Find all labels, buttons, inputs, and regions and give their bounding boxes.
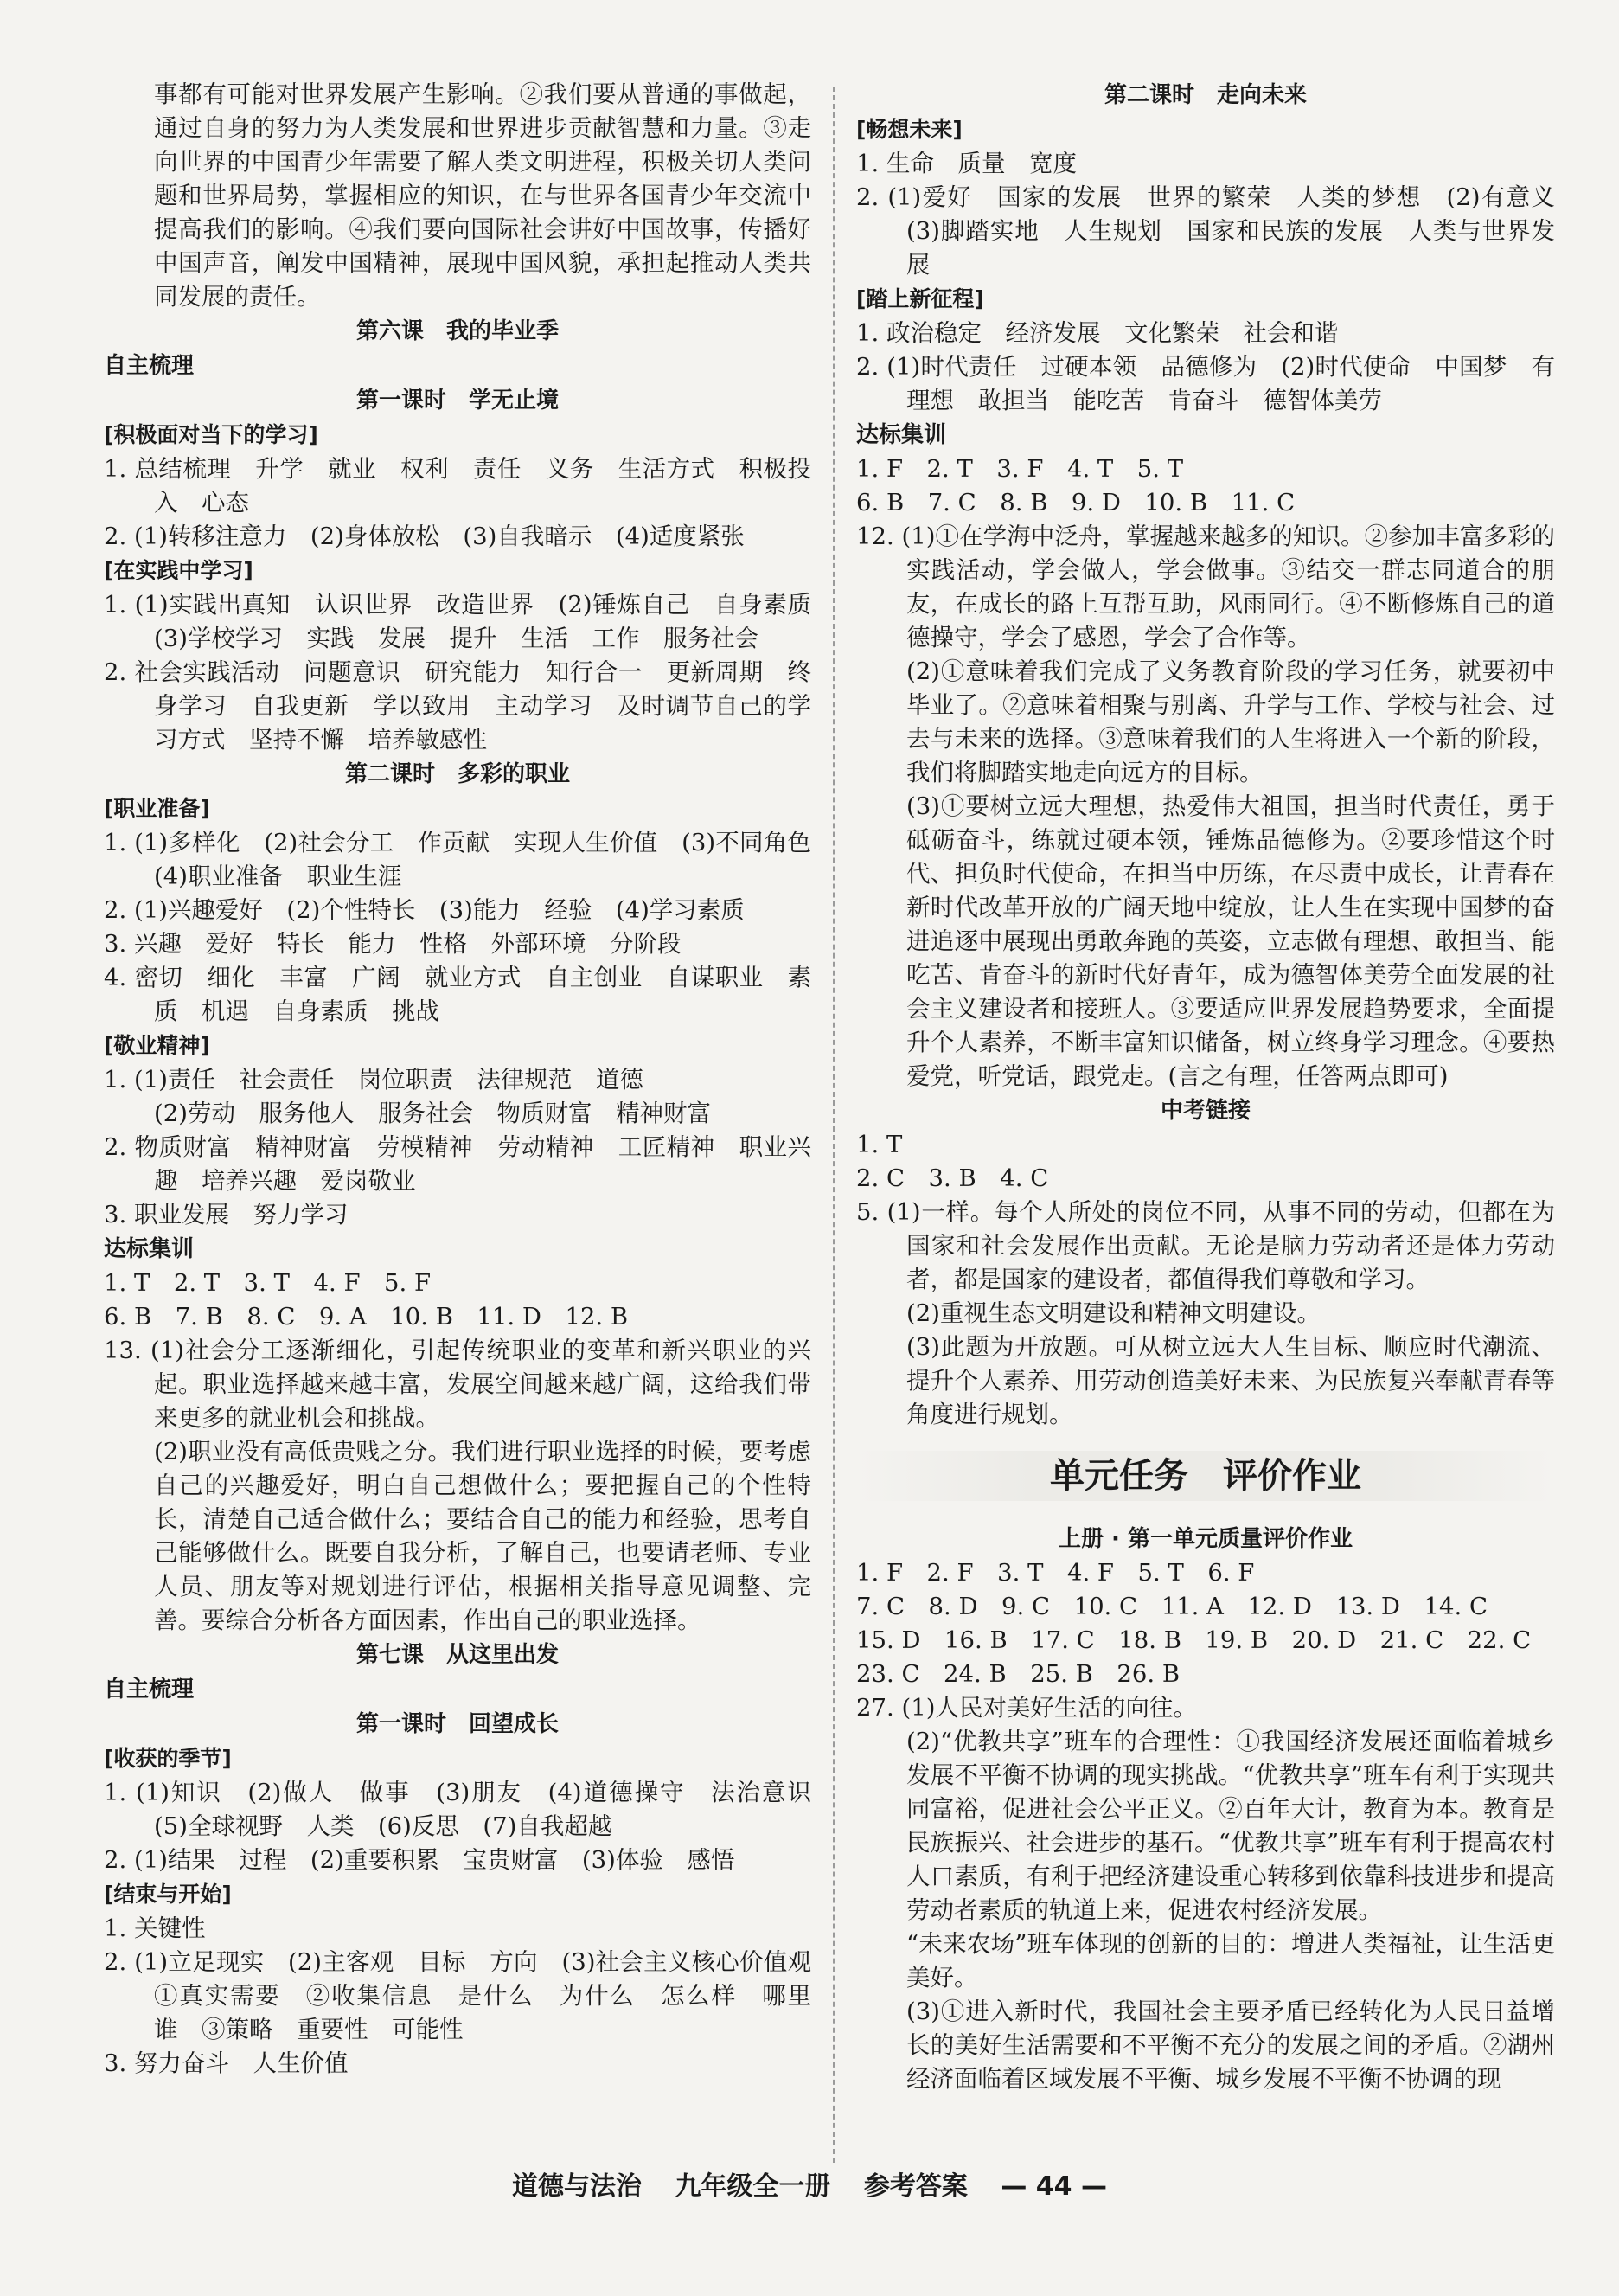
footer-label: 参考答案 xyxy=(863,2171,968,2202)
answer-line: 5. (1)一样。每个人所处的岗位不同，从事不同的劳动，但都在为国家和社会发展作出贡献。无论是脑力劳动者还是体力劳动者，都是国家的建设者，都值得我们尊敬和学习。 xyxy=(856,1198,1555,1293)
answer-line: 15. D 16. B 17. C 18. B 19. B 20. D 21. C 22. C xyxy=(856,1626,1532,1654)
answer-line: 2. 物质财富 精神财富 劳模精神 劳动精神 工匠精神 职业兴趣 培养兴趣 爱岗敬业 xyxy=(104,1133,811,1195)
answer-line: 1. (1)多样化 (2)社会分工 作贡献 实现人生价值 (3)不同角色 (4)职业准备 职业生涯 xyxy=(104,829,835,890)
lesson-heading: 第六课 我的毕业季 xyxy=(355,318,559,344)
lesson-heading: 上册 · 第一单元质量评价作业 xyxy=(1059,1526,1353,1552)
footer-grade: 九年级全一册 xyxy=(675,2171,831,2202)
answer-line: (2)重视生态文明建设和精神文明建设。 xyxy=(906,1299,1321,1327)
lesson-heading: 第二课时 走向未来 xyxy=(1104,82,1307,108)
bracket-heading: [畅想未来] xyxy=(856,117,963,142)
lesson-heading: 第七课 从这里出发 xyxy=(355,1642,559,1668)
footer-subject: 道德与法治 xyxy=(512,2171,642,2202)
answer-line: 1. T xyxy=(856,1131,903,1158)
left-column xyxy=(104,78,835,2081)
answer-line: 3. 努力奋斗 人生价值 xyxy=(104,2049,349,2077)
answer-line: 1. 政治稳定 经济发展 文化繁荣 社会和谐 xyxy=(856,319,1339,347)
answer-line: 13. (1)社会分工逐渐细化，引起传统职业的变革和新兴职业的兴起。职业选择越来越丰富，发展空间越来越广阔，这给我们带来更多的就业机会和挑战。 xyxy=(104,1337,811,1432)
bracket-heading: [踏上新征程] xyxy=(856,286,984,311)
unit-title: 单元任务 评价作业 xyxy=(856,1451,1555,1501)
answer-line: 6. B 7. B 8. C 9. A 10. B 11. D 12. B xyxy=(104,1303,629,1331)
lesson-heading: 第一课时 学无止境 xyxy=(355,388,559,414)
bracket-heading: [职业准备] xyxy=(104,796,210,821)
answer-line: 1. F 2. T 3. F 4. T 5. T xyxy=(856,455,1184,483)
answer-line: 2. (1)兴趣爱好 (2)个性特长 (3)能力 经验 (4)学习素质 xyxy=(104,896,745,924)
answer-line: 4. 密切 细化 丰富 广阔 就业方式 自主创业 自谋职业 素质 机遇 自身素质 挑战 xyxy=(104,964,811,1025)
lesson-heading: 第二课时 多彩的职业 xyxy=(344,761,570,787)
answer-line: 27. (1)人民对美好生活的向往。 xyxy=(856,1694,1197,1722)
section-label: 达标集训 xyxy=(104,1236,195,1262)
answer-line: (2)职业没有高低贵贱之分。我们进行职业选择的时候，要考虑自己的兴趣爱好，明白自己想做什么；要把握自己的个性特长，清楚自己适合做什么；要结合自己的能力和经验，思考自己能够做什么。既要自我分析，了解自己，也要请老师、专业人员、朋友等对规划进行评估，根据相关指导意见调整、完善。要综合分析各方面因素，作出自己的职业选择。 xyxy=(154,1438,811,1634)
answer-line: “未来农场”班车体现的创新的目的：增进人类福祉，让生活更美好。 xyxy=(906,1930,1555,1991)
answer-line: 1. 生命 质量 宽度 xyxy=(856,150,1077,177)
bracket-heading: [收获的季节] xyxy=(104,1746,232,1771)
answer-line: 2. (1)立足现实 (2)主客观 目标 方向 (3)社会主义核心价值观 ①真实需要 ②收集信息 是什么 为什么 怎么样 哪里 谁 ③策略 重要性 可能性 xyxy=(104,1948,835,2043)
page-footer xyxy=(0,2165,1619,2203)
answer-line: 2. (1)时代责任 过硬本领 品德修为 (2)时代使命 中国梦 有理想 敢担当 能吃苦 肯奋斗 德智体美劳 xyxy=(856,353,1555,414)
answer-line: 1. 总结梳理 升学 就业 权利 责任 义务 生活方式 积极投入 心态 xyxy=(104,455,811,516)
answer-line: 1. 关键性 xyxy=(104,1914,206,1942)
answer-line: 6. B 7. C 8. B 9. D 10. B 11. C xyxy=(856,489,1296,516)
section-label: 自主梳理 xyxy=(104,353,195,379)
bracket-heading: [在实践中学习] xyxy=(104,558,253,583)
answer-line: 12. (1)①在学海中泛舟，掌握越来越多的知识。②参加丰富多彩的实践活动，学会做人，学会做事。③结交一群志同道合的朋友，在成长的路上互帮互助，风雨同行。④不断修炼自己的道德操守，学会了感恩，学会了合作等。 xyxy=(856,523,1555,651)
bracket-heading: [敬业精神] xyxy=(104,1033,210,1058)
page-number: — 44 — xyxy=(1001,2171,1107,2202)
answer-line: 2. (1)结果 过程 (2)重要积累 宝贵财富 (3)体验 感悟 xyxy=(104,1846,735,1874)
answer-line: 1. T 2. T 3. T 4. F 5. F xyxy=(104,1269,432,1297)
answer-line: (2)劳动 服务他人 服务社会 物质财富 精神财富 xyxy=(154,1100,711,1127)
answer-line: 7. C 8. D 9. C 10. C 11. A 12. D 13. D 14. C xyxy=(856,1593,1488,1620)
answer-line: (2)①意味着我们完成了义务教育阶段的学习任务，就要初中毕业了。②意味着相聚与别离、升学与工作、学校与社会、过去与未来的选择。③意味着我们的人生将进入一个新的阶段，我们将脚踏实地走向远方的目标。 xyxy=(906,657,1555,786)
answer-line: 2. 社会实践活动 问题意识 研究能力 知行合一 更新周期 终身学习 自我更新 学以致用 主动学习 及时调节自己的学习方式 坚持不懈 培养敏感性 xyxy=(104,658,811,754)
answer-line: (3)①要树立远大理想，热爱伟大祖国，担当时代责任，勇于砥砺奋斗，练就过硬本领，锤炼品德修为。②要珍惜这个时代、担负时代使命，在担当中历练，在尽责中成长，让青春在新时代改革开放的广阔天地中绽放，让人生在实现中国梦的奋进追逐中展现出勇敢奔跑的英姿，立志做有理想、敢担当、能吃苦、肯奋斗的新时代好青年，成为德智体美劳全面发展的社会主义建设者和接班人。③要适应世界发展趋势要求，全面提升个人素养，不断丰富知识储备，树立终身学习理念。④要热爱党，听党话，跟党走。(言之有理，任答两点即可) xyxy=(906,792,1555,1090)
answer-line: (3)①进入新时代，我国社会主要矛盾已经转化为人民日益增长的美好生活需要和不平衡不充分的发展之间的矛盾。②湖州经济面临着区域发展不平衡、城乡发展不平衡不协调的现 xyxy=(906,1998,1555,2093)
answer-line: 事都有可能对世界发展产生影响。②我们要从普通的事做起，通过自身的努力为人类发展和世界进步贡献智慧和力量。③走向世界的中国青少年需要了解人类文明进程，积极关切人类问题和世界局势，掌握相应的知识，在与世界各国青少年交流中提高我们的影响。④我们要向国际社会讲好中国故事，传播好中国声音，阐发中国精神，展现中国风貌，承担起推动人类共同发展的责任。 xyxy=(154,80,811,311)
section-label: 达标集训 xyxy=(856,422,947,448)
bracket-heading: [结束与开始] xyxy=(104,1882,232,1907)
answer-line: 2. C 3. B 4. C xyxy=(856,1164,1049,1192)
answer-line: 3. 兴趣 爱好 特长 能力 性格 外部环境 分阶段 xyxy=(104,930,682,958)
bracket-heading: [积极面对当下的学习] xyxy=(104,422,318,447)
answer-line: 1. (1)实践出真知 认识世界 改造世界 (2)锤炼自己 自身素质 (3)学校学习 实践 发展 提升 生活 工作 服务社会 xyxy=(104,591,835,652)
answer-line: (3)此题为开放题。可从树立远大人生目标、顺应时代潮流、提升个人素养、用劳动创造美好未来、为民族复兴奉献青春等角度进行规划。 xyxy=(906,1333,1555,1428)
lesson-heading: 中考链接 xyxy=(1160,1098,1251,1124)
answer-line: 2. (1)爱好 国家的发展 世界的繁荣 人类的梦想 (2)有意义 (3)脚踏实地 人生规划 国家和民族的发展 人类与世界发展 xyxy=(856,183,1579,279)
column-divider xyxy=(833,87,835,2163)
answer-line: 1. (1)知识 (2)做人 做事 (3)朋友 (4)道德操守 法治意识 (5)全球视野 人类 (6)反思 (7)自我超越 xyxy=(104,1779,835,1840)
section-label: 自主梳理 xyxy=(104,1677,195,1703)
answer-line: (2)“优教共享”班车的合理性：①我国经济发展还面临着城乡发展不平衡不协调的现实挑战。“优教共享”班车有利于实现共同富裕，促进社会公平正义。②百年大计，教育为本。教育是民族振兴、社会进步的基石。“优教共享”班车有利于提高农村人口素质，有利于把经济建设重心转移到依靠科技进步和提高劳动者素质的轨道上来，促进农村经济发展。 xyxy=(906,1728,1555,1924)
answer-line: 1. (1)责任 社会责任 岗位职责 法律规范 道德 xyxy=(104,1066,643,1093)
answer-line: 3. 职业发展 努力学习 xyxy=(104,1201,349,1228)
lesson-heading: 第一课时 回望成长 xyxy=(355,1711,559,1737)
right-column xyxy=(856,78,1579,2096)
answer-line: 23. C 24. B 25. B 26. B xyxy=(856,1660,1181,1688)
answer-line: 1. F 2. F 3. T 4. F 5. T 6. F xyxy=(856,1559,1255,1587)
answer-line: 2. (1)转移注意力 (2)身体放松 (3)自我暗示 (4)适度紧张 xyxy=(104,523,745,550)
